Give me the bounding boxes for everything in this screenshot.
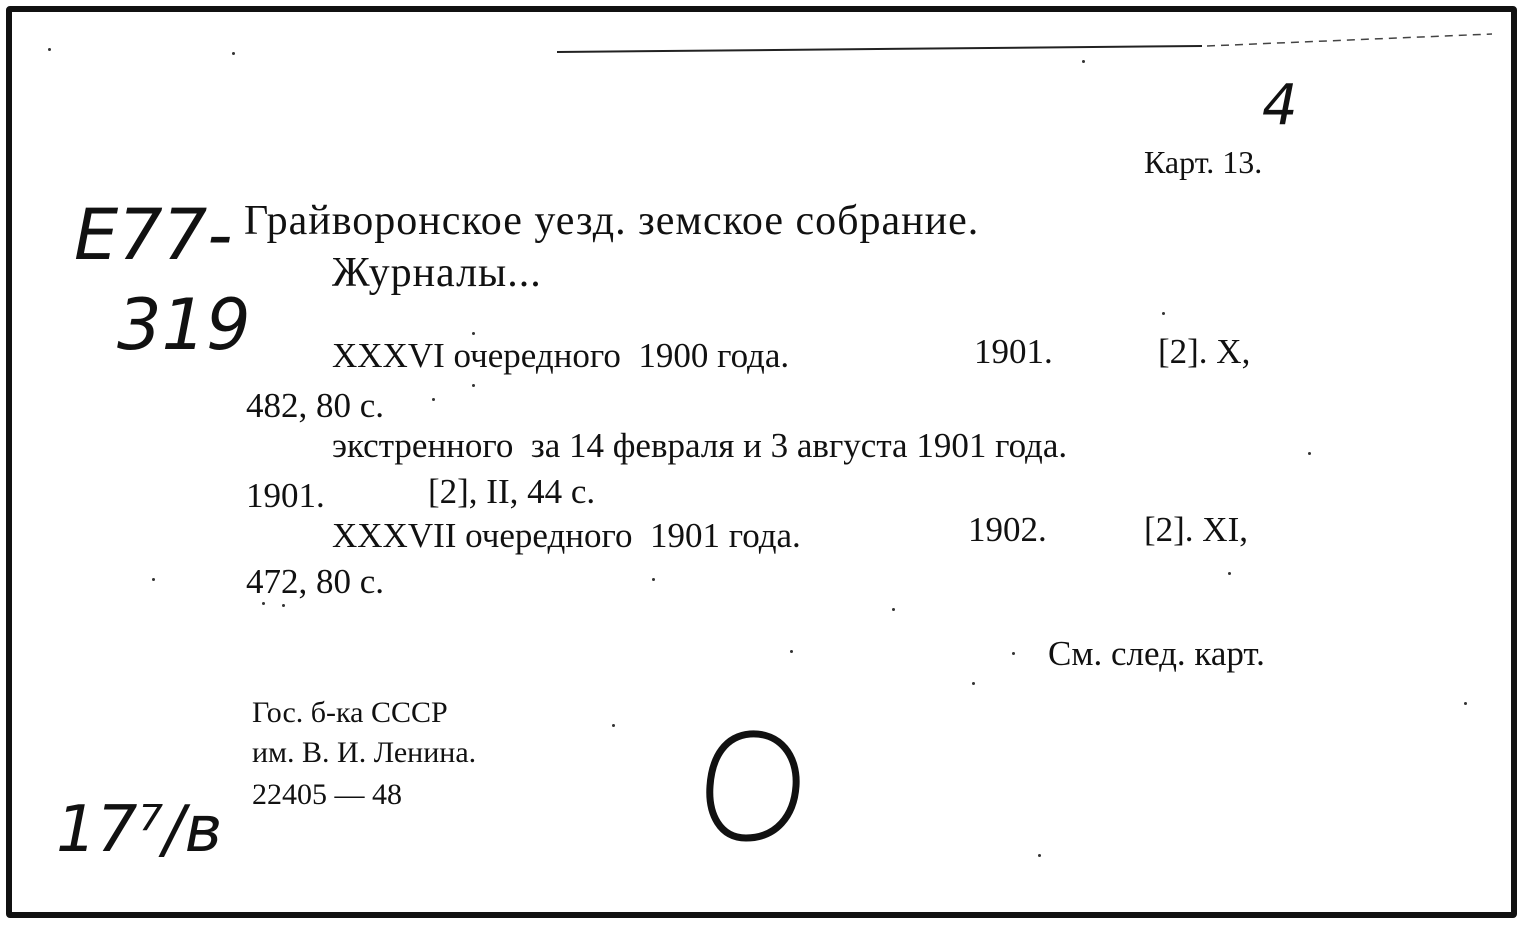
entry1-year: 1901. (974, 332, 1053, 371)
entry2-title: экстренного за 14 февраля и 3 августа 1901 года. (332, 426, 1068, 465)
continuation-note: См. след. карт. (1048, 634, 1265, 673)
punch-hole (702, 728, 812, 848)
entry2-format-pages: [2], II, 44 с. (428, 472, 596, 511)
top-right-handwritten-number: 4 (1262, 73, 1298, 138)
entry1-title: XXXVI очередного 1900 года. (332, 336, 790, 375)
entry3-title: XXXVII очередного 1901 года. (332, 516, 801, 555)
entry1-pages: 482, 80 с. (246, 386, 385, 425)
entry3-pages: 472, 80 с. (246, 562, 385, 601)
library-stamp-line2: им. В. И. Ленина. (252, 736, 477, 769)
entry3-year: 1902. (968, 510, 1047, 549)
catalog-card (6, 6, 1517, 918)
top-rule (12, 12, 1511, 72)
call-number-line1: E77- (74, 194, 233, 276)
library-stamp-line1: Гос. б-ка СССР (252, 696, 448, 729)
library-stamp-line3: 22405 — 48 (252, 778, 402, 811)
bottom-left-handwriting: 17⁷/в (56, 793, 223, 867)
entry2-year: 1901. (246, 476, 325, 515)
call-number-line2: 319 (117, 284, 251, 366)
entry3-format: [2]. XI, (1144, 510, 1248, 549)
card-title: Грайворонское уезд. земское собрание. (244, 198, 980, 244)
card-number: Карт. 13. (1144, 144, 1263, 180)
entry1-format: [2]. X, (1158, 332, 1251, 371)
card-subtitle: Журналы... (332, 250, 542, 296)
